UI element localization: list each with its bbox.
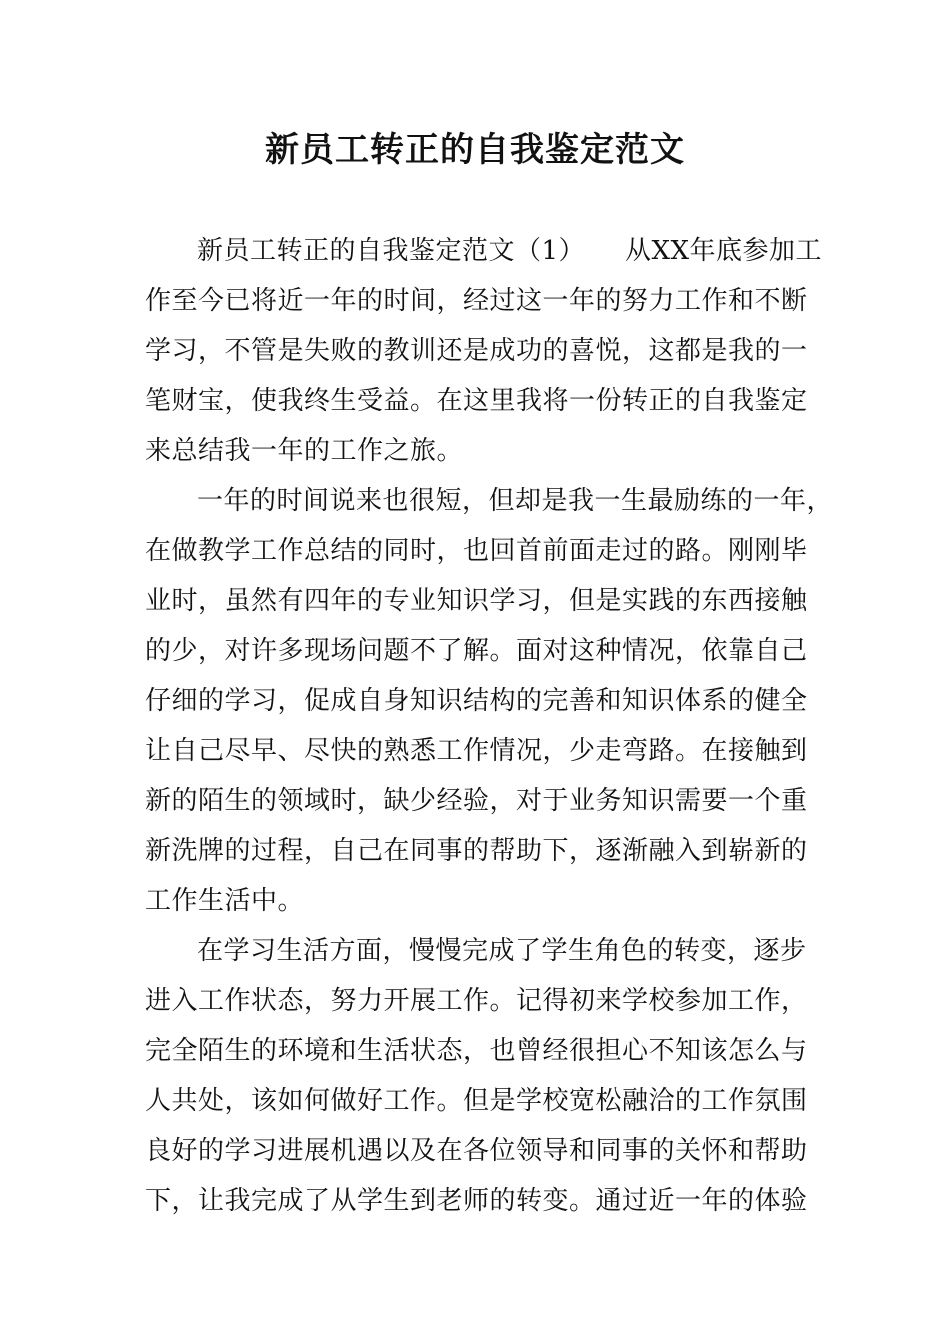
text-line: 学习，不管是失败的教训还是成功的喜悦，这都是我的一 xyxy=(145,336,808,366)
text-line: 人共处，该如何做好工作。但是学校宽松融洽的工作氛围 xyxy=(145,1086,808,1116)
text-line: 笔财宝，使我终生受益。在这里我将一份转正的自我鉴定 xyxy=(145,386,808,416)
text-line: 在学习生活方面，慢慢完成了学生角色的转变，逐步 xyxy=(197,936,807,966)
text-line: 业时，虽然有四年的专业知识学习，但是实践的东西接触 xyxy=(145,586,808,616)
text-line: 进入工作状态，努力开展工作。记得初来学校参加工作， xyxy=(145,986,808,1016)
text-line: 的少，对许多现场问题不了解。面对这种情况，依靠自己 xyxy=(145,636,808,666)
text-line: 工作生活中。 xyxy=(145,886,305,916)
text-line: 仔细的学习，促成自身知识结构的完善和知识体系的健全 xyxy=(145,686,808,716)
text-line: 作至今已将近一年的时间，经过这一年的努力工作和不断 xyxy=(145,286,808,316)
text-line: 良好的学习进展机遇以及在各位领导和同事的关怀和帮助 xyxy=(145,1136,808,1166)
text-line: 完全陌生的环境和生活状态，也曾经很担心不知该怎么与 xyxy=(145,1036,808,1066)
document-body xyxy=(145,226,834,1226)
text-line: 来总结我一年的工作之旅。 xyxy=(145,436,464,466)
document-title: 新员工转正的自我鉴定范文 xyxy=(265,130,685,170)
text-line: 下，让我完成了从学生到老师的转变。通过近一年的体验 xyxy=(145,1186,808,1216)
text-line: 在做教学工作总结的同时，也回首前面走过的路。刚刚毕 xyxy=(145,536,808,566)
text-line: 新的陌生的领域时，缺少经验，对于业务知识需要一个重 xyxy=(145,786,808,816)
text-line: 一年的时间说来也很短，但却是我一生最励练的一年， xyxy=(197,486,834,516)
text-line: 新洗牌的过程，自己在同事的帮助下，逐渐融入到崭新的 xyxy=(145,836,808,866)
text-line: 新员工转正的自我鉴定范文（1） 从XX年底参加工 xyxy=(197,236,823,266)
text-line: 让自己尽早、尽快的熟悉工作情况，少走弯路。在接触到 xyxy=(145,736,808,766)
